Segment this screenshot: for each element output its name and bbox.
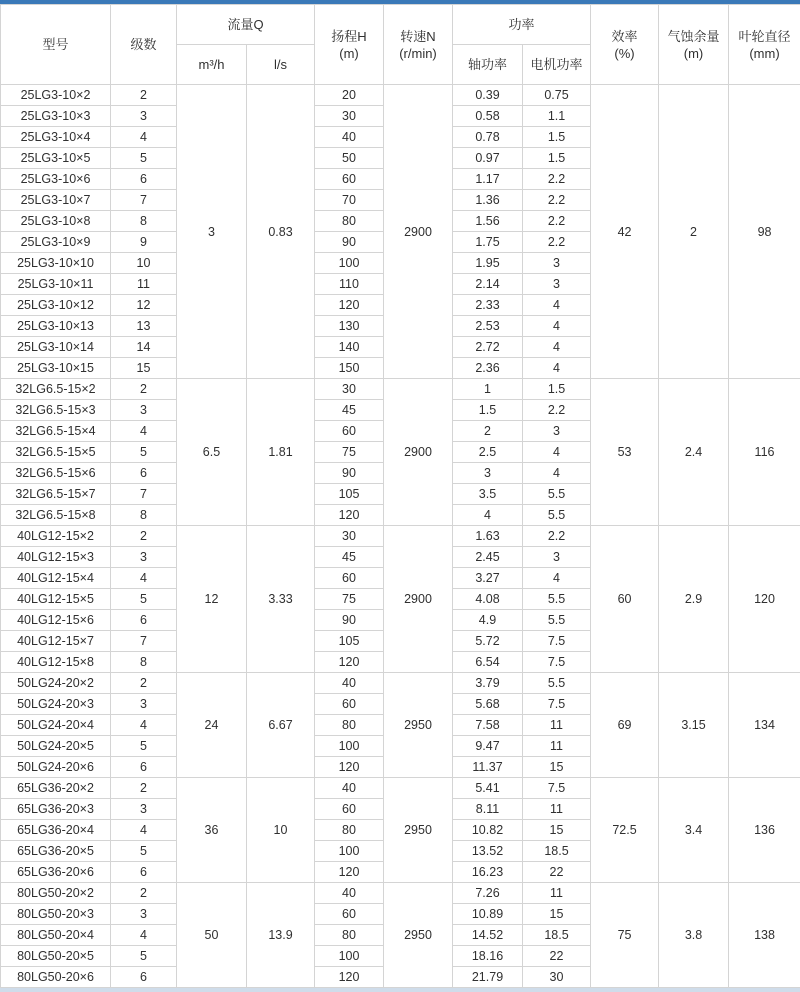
stages-cell: 4 xyxy=(111,568,177,589)
motor-power-cell: 30 xyxy=(523,967,591,988)
motor-power-cell: 1.5 xyxy=(523,379,591,400)
shaft-power-cell: 2.45 xyxy=(453,547,523,568)
stages-cell: 10 xyxy=(111,253,177,274)
model-cell: 40LG12-15×6 xyxy=(1,610,111,631)
stages-cell: 4 xyxy=(111,421,177,442)
header-model: 型号 xyxy=(1,5,111,85)
motor-power-cell: 4 xyxy=(523,442,591,463)
motor-power-cell: 5.5 xyxy=(523,589,591,610)
shaft-power-cell: 1.36 xyxy=(453,190,523,211)
model-cell: 32LG6.5-15×7 xyxy=(1,484,111,505)
header-efficiency-label: 效率 xyxy=(612,29,638,44)
model-cell: 50LG24-20×6 xyxy=(1,757,111,778)
speed-cell: 2900 xyxy=(384,526,453,673)
stages-cell: 6 xyxy=(111,862,177,883)
shaft-power-cell: 2 xyxy=(453,421,523,442)
motor-power-cell: 3 xyxy=(523,274,591,295)
head-cell: 40 xyxy=(315,127,384,148)
model-cell: 25LG3-10×2 xyxy=(1,85,111,106)
motor-power-cell: 0.75 xyxy=(523,85,591,106)
shaft-power-cell: 4.9 xyxy=(453,610,523,631)
motor-power-cell: 1.5 xyxy=(523,127,591,148)
head-cell: 150 xyxy=(315,358,384,379)
header-speed xyxy=(384,5,453,85)
flow-m3h-cell: 3 xyxy=(177,85,247,379)
head-cell: 40 xyxy=(315,778,384,799)
motor-power-cell: 5.5 xyxy=(523,610,591,631)
head-cell: 100 xyxy=(315,736,384,757)
head-cell: 80 xyxy=(315,211,384,232)
model-cell: 25LG3-10×11 xyxy=(1,274,111,295)
head-cell: 60 xyxy=(315,568,384,589)
shaft-power-cell: 2.14 xyxy=(453,274,523,295)
table-row xyxy=(1,883,800,904)
head-cell: 30 xyxy=(315,526,384,547)
motor-power-cell: 3 xyxy=(523,253,591,274)
header-head-unit: (m) xyxy=(339,46,359,61)
npsh-cell: 3.4 xyxy=(659,778,729,883)
efficiency-cell: 60 xyxy=(591,526,659,673)
head-cell: 120 xyxy=(315,295,384,316)
table-header xyxy=(1,5,800,85)
model-cell: 25LG3-10×3 xyxy=(1,106,111,127)
table-row xyxy=(1,85,800,106)
shaft-power-cell: 3.5 xyxy=(453,484,523,505)
shaft-power-cell: 4.08 xyxy=(453,589,523,610)
motor-power-cell: 15 xyxy=(523,820,591,841)
npsh-cell: 2.9 xyxy=(659,526,729,673)
flow-m3h-cell: 24 xyxy=(177,673,247,778)
shaft-power-cell: 0.39 xyxy=(453,85,523,106)
model-cell: 40LG12-15×8 xyxy=(1,652,111,673)
head-cell: 60 xyxy=(315,421,384,442)
model-cell: 65LG36-20×5 xyxy=(1,841,111,862)
model-cell: 80LG50-20×3 xyxy=(1,904,111,925)
pump-spec-table xyxy=(0,4,800,988)
flow-ls-cell: 0.83 xyxy=(247,85,315,379)
stages-cell: 2 xyxy=(111,379,177,400)
flow-m3h-cell: 12 xyxy=(177,526,247,673)
stages-cell: 4 xyxy=(111,715,177,736)
impeller-diameter-cell: 138 xyxy=(729,883,800,988)
model-cell: 25LG3-10×7 xyxy=(1,190,111,211)
shaft-power-cell: 1 xyxy=(453,379,523,400)
stages-cell: 7 xyxy=(111,190,177,211)
motor-power-cell: 18.5 xyxy=(523,925,591,946)
stages-cell: 7 xyxy=(111,631,177,652)
model-cell: 65LG36-20×6 xyxy=(1,862,111,883)
stages-cell: 14 xyxy=(111,337,177,358)
stages-cell: 2 xyxy=(111,778,177,799)
header-impeller-label: 叶轮直径 xyxy=(739,29,791,44)
head-cell: 60 xyxy=(315,694,384,715)
shaft-power-cell: 2.36 xyxy=(453,358,523,379)
stages-cell: 2 xyxy=(111,673,177,694)
header-power: 功率 xyxy=(453,5,591,45)
flow-ls-cell: 1.81 xyxy=(247,379,315,526)
efficiency-cell: 72.5 xyxy=(591,778,659,883)
shaft-power-cell: 7.26 xyxy=(453,883,523,904)
speed-cell: 2950 xyxy=(384,883,453,988)
model-cell: 50LG24-20×2 xyxy=(1,673,111,694)
stages-cell: 5 xyxy=(111,841,177,862)
shaft-power-cell: 0.58 xyxy=(453,106,523,127)
shaft-power-cell: 2.33 xyxy=(453,295,523,316)
motor-power-cell: 3 xyxy=(523,547,591,568)
efficiency-cell: 69 xyxy=(591,673,659,778)
npsh-cell: 3.15 xyxy=(659,673,729,778)
stages-cell: 13 xyxy=(111,316,177,337)
shaft-power-cell: 3.79 xyxy=(453,673,523,694)
stages-cell: 8 xyxy=(111,211,177,232)
header-npsh-unit: (m) xyxy=(684,46,704,61)
table-row xyxy=(1,379,800,400)
motor-power-cell: 7.5 xyxy=(523,652,591,673)
stages-cell: 12 xyxy=(111,295,177,316)
head-cell: 45 xyxy=(315,400,384,421)
model-cell: 25LG3-10×9 xyxy=(1,232,111,253)
shaft-power-cell: 10.89 xyxy=(453,904,523,925)
head-cell: 90 xyxy=(315,232,384,253)
header-shaft-power: 轴功率 xyxy=(453,45,523,85)
model-cell: 40LG12-15×3 xyxy=(1,547,111,568)
head-cell: 80 xyxy=(315,820,384,841)
stages-cell: 3 xyxy=(111,799,177,820)
model-cell: 25LG3-10×8 xyxy=(1,211,111,232)
head-cell: 120 xyxy=(315,505,384,526)
shaft-power-cell: 5.68 xyxy=(453,694,523,715)
header-head xyxy=(315,5,384,85)
head-cell: 45 xyxy=(315,547,384,568)
table-row xyxy=(1,778,800,799)
model-cell: 25LG3-10×5 xyxy=(1,148,111,169)
stages-cell: 7 xyxy=(111,484,177,505)
impeller-diameter-cell: 120 xyxy=(729,526,800,673)
head-cell: 90 xyxy=(315,610,384,631)
shaft-power-cell: 1.5 xyxy=(453,400,523,421)
stages-cell: 9 xyxy=(111,232,177,253)
stages-cell: 6 xyxy=(111,463,177,484)
motor-power-cell: 2.2 xyxy=(523,400,591,421)
stages-cell: 3 xyxy=(111,400,177,421)
motor-power-cell: 22 xyxy=(523,946,591,967)
stages-cell: 2 xyxy=(111,526,177,547)
model-cell: 25LG3-10×4 xyxy=(1,127,111,148)
head-cell: 80 xyxy=(315,925,384,946)
stages-cell: 5 xyxy=(111,148,177,169)
motor-power-cell: 7.5 xyxy=(523,694,591,715)
flow-m3h-cell: 50 xyxy=(177,883,247,988)
model-cell: 32LG6.5-15×8 xyxy=(1,505,111,526)
efficiency-cell: 42 xyxy=(591,85,659,379)
model-cell: 25LG3-10×14 xyxy=(1,337,111,358)
model-cell: 32LG6.5-15×3 xyxy=(1,400,111,421)
shaft-power-cell: 1.56 xyxy=(453,211,523,232)
shaft-power-cell: 7.58 xyxy=(453,715,523,736)
stages-cell: 2 xyxy=(111,85,177,106)
stages-cell: 2 xyxy=(111,883,177,904)
model-cell: 40LG12-15×2 xyxy=(1,526,111,547)
motor-power-cell: 5.5 xyxy=(523,484,591,505)
head-cell: 75 xyxy=(315,589,384,610)
motor-power-cell: 11 xyxy=(523,799,591,820)
shaft-power-cell: 0.78 xyxy=(453,127,523,148)
stages-cell: 4 xyxy=(111,127,177,148)
motor-power-cell: 2.2 xyxy=(523,169,591,190)
model-cell: 80LG50-20×6 xyxy=(1,967,111,988)
model-cell: 25LG3-10×15 xyxy=(1,358,111,379)
head-cell: 105 xyxy=(315,484,384,505)
shaft-power-cell: 0.97 xyxy=(453,148,523,169)
motor-power-cell: 4 xyxy=(523,463,591,484)
model-cell: 32LG6.5-15×6 xyxy=(1,463,111,484)
head-cell: 140 xyxy=(315,337,384,358)
header-speed-unit: (r/min) xyxy=(399,46,437,61)
shaft-power-cell: 3 xyxy=(453,463,523,484)
motor-power-cell: 15 xyxy=(523,904,591,925)
header-flow: 流量Q xyxy=(177,5,315,45)
head-cell: 120 xyxy=(315,652,384,673)
motor-power-cell: 2.2 xyxy=(523,526,591,547)
shaft-power-cell: 9.47 xyxy=(453,736,523,757)
motor-power-cell: 5.5 xyxy=(523,505,591,526)
stages-cell: 3 xyxy=(111,106,177,127)
model-cell: 32LG6.5-15×2 xyxy=(1,379,111,400)
shaft-power-cell: 8.11 xyxy=(453,799,523,820)
stages-cell: 11 xyxy=(111,274,177,295)
head-cell: 70 xyxy=(315,190,384,211)
shaft-power-cell: 21.79 xyxy=(453,967,523,988)
header-head-label: 扬程H xyxy=(331,29,366,44)
shaft-power-cell: 1.75 xyxy=(453,232,523,253)
motor-power-cell: 2.2 xyxy=(523,232,591,253)
shaft-power-cell: 1.17 xyxy=(453,169,523,190)
motor-power-cell: 4 xyxy=(523,568,591,589)
model-cell: 50LG24-20×5 xyxy=(1,736,111,757)
head-cell: 20 xyxy=(315,85,384,106)
motor-power-cell: 4 xyxy=(523,337,591,358)
speed-cell: 2950 xyxy=(384,778,453,883)
head-cell: 120 xyxy=(315,757,384,778)
stages-cell: 3 xyxy=(111,904,177,925)
head-cell: 50 xyxy=(315,148,384,169)
stages-cell: 5 xyxy=(111,946,177,967)
stages-cell: 15 xyxy=(111,358,177,379)
stages-cell: 6 xyxy=(111,610,177,631)
head-cell: 60 xyxy=(315,169,384,190)
shaft-power-cell: 5.72 xyxy=(453,631,523,652)
head-cell: 120 xyxy=(315,862,384,883)
model-cell: 25LG3-10×10 xyxy=(1,253,111,274)
header-flow-ls: l/s xyxy=(247,45,315,85)
stages-cell: 6 xyxy=(111,169,177,190)
head-cell: 90 xyxy=(315,463,384,484)
head-cell: 40 xyxy=(315,883,384,904)
motor-power-cell: 1.1 xyxy=(523,106,591,127)
shaft-power-cell: 1.63 xyxy=(453,526,523,547)
motor-power-cell: 3 xyxy=(523,421,591,442)
motor-power-cell: 18.5 xyxy=(523,841,591,862)
impeller-diameter-cell: 116 xyxy=(729,379,800,526)
model-cell: 80LG50-20×2 xyxy=(1,883,111,904)
model-cell: 25LG3-10×13 xyxy=(1,316,111,337)
head-cell: 60 xyxy=(315,904,384,925)
stages-cell: 6 xyxy=(111,967,177,988)
head-cell: 30 xyxy=(315,379,384,400)
head-cell: 40 xyxy=(315,673,384,694)
motor-power-cell: 22 xyxy=(523,862,591,883)
head-cell: 80 xyxy=(315,715,384,736)
shaft-power-cell: 2.72 xyxy=(453,337,523,358)
shaft-power-cell: 1.95 xyxy=(453,253,523,274)
flow-ls-cell: 6.67 xyxy=(247,673,315,778)
model-cell: 40LG12-15×4 xyxy=(1,568,111,589)
flow-ls-cell: 10 xyxy=(247,778,315,883)
flow-ls-cell: 13.9 xyxy=(247,883,315,988)
head-cell: 75 xyxy=(315,442,384,463)
model-cell: 25LG3-10×12 xyxy=(1,295,111,316)
motor-power-cell: 11 xyxy=(523,883,591,904)
motor-power-cell: 4 xyxy=(523,295,591,316)
table-row xyxy=(1,526,800,547)
shaft-power-cell: 2.53 xyxy=(453,316,523,337)
motor-power-cell: 11 xyxy=(523,715,591,736)
motor-power-cell: 1.5 xyxy=(523,148,591,169)
npsh-cell: 2 xyxy=(659,85,729,379)
bottom-accent-bar xyxy=(0,988,800,992)
model-cell: 50LG24-20×4 xyxy=(1,715,111,736)
head-cell: 105 xyxy=(315,631,384,652)
efficiency-cell: 75 xyxy=(591,883,659,988)
stages-cell: 4 xyxy=(111,820,177,841)
shaft-power-cell: 13.52 xyxy=(453,841,523,862)
head-cell: 100 xyxy=(315,841,384,862)
motor-power-cell: 15 xyxy=(523,757,591,778)
motor-power-cell: 2.2 xyxy=(523,190,591,211)
motor-power-cell: 7.5 xyxy=(523,778,591,799)
head-cell: 100 xyxy=(315,253,384,274)
stages-cell: 5 xyxy=(111,736,177,757)
npsh-cell: 3.8 xyxy=(659,883,729,988)
shaft-power-cell: 2.5 xyxy=(453,442,523,463)
speed-cell: 2900 xyxy=(384,85,453,379)
header-row-1 xyxy=(1,5,800,45)
stages-cell: 8 xyxy=(111,652,177,673)
model-cell: 25LG3-10×6 xyxy=(1,169,111,190)
shaft-power-cell: 16.23 xyxy=(453,862,523,883)
shaft-power-cell: 10.82 xyxy=(453,820,523,841)
flow-m3h-cell: 6.5 xyxy=(177,379,247,526)
header-impeller-unit: (mm) xyxy=(749,46,779,61)
motor-power-cell: 4 xyxy=(523,358,591,379)
header-efficiency-unit: (%) xyxy=(614,46,634,61)
impeller-diameter-cell: 98 xyxy=(729,85,800,379)
head-cell: 120 xyxy=(315,967,384,988)
head-cell: 130 xyxy=(315,316,384,337)
head-cell: 60 xyxy=(315,799,384,820)
header-motor-power: 电机功率 xyxy=(523,45,591,85)
table-row xyxy=(1,673,800,694)
shaft-power-cell: 4 xyxy=(453,505,523,526)
speed-cell: 2900 xyxy=(384,379,453,526)
model-cell: 40LG12-15×7 xyxy=(1,631,111,652)
shaft-power-cell: 6.54 xyxy=(453,652,523,673)
model-cell: 50LG24-20×3 xyxy=(1,694,111,715)
impeller-diameter-cell: 136 xyxy=(729,778,800,883)
stages-cell: 8 xyxy=(111,505,177,526)
motor-power-cell: 11 xyxy=(523,736,591,757)
head-cell: 100 xyxy=(315,946,384,967)
shaft-power-cell: 3.27 xyxy=(453,568,523,589)
model-cell: 80LG50-20×4 xyxy=(1,925,111,946)
motor-power-cell: 2.2 xyxy=(523,211,591,232)
speed-cell: 2950 xyxy=(384,673,453,778)
stages-cell: 3 xyxy=(111,547,177,568)
model-cell: 65LG36-20×2 xyxy=(1,778,111,799)
motor-power-cell: 7.5 xyxy=(523,631,591,652)
flow-m3h-cell: 36 xyxy=(177,778,247,883)
stages-cell: 5 xyxy=(111,589,177,610)
header-speed-label: 转速N xyxy=(400,29,435,44)
stages-cell: 4 xyxy=(111,925,177,946)
impeller-diameter-cell: 134 xyxy=(729,673,800,778)
header-npsh-label: 气蚀余量 xyxy=(668,29,720,44)
header-impeller-diameter xyxy=(729,5,800,85)
model-cell: 32LG6.5-15×5 xyxy=(1,442,111,463)
header-flow-m3h: m³/h xyxy=(177,45,247,85)
header-stages: 级数 xyxy=(111,5,177,85)
shaft-power-cell: 18.16 xyxy=(453,946,523,967)
model-cell: 32LG6.5-15×4 xyxy=(1,421,111,442)
stages-cell: 3 xyxy=(111,694,177,715)
flow-ls-cell: 3.33 xyxy=(247,526,315,673)
model-cell: 80LG50-20×5 xyxy=(1,946,111,967)
npsh-cell: 2.4 xyxy=(659,379,729,526)
header-efficiency xyxy=(591,5,659,85)
head-cell: 30 xyxy=(315,106,384,127)
spec-table-body xyxy=(1,85,800,988)
motor-power-cell: 4 xyxy=(523,316,591,337)
stages-cell: 5 xyxy=(111,442,177,463)
stages-cell: 6 xyxy=(111,757,177,778)
shaft-power-cell: 14.52 xyxy=(453,925,523,946)
model-cell: 65LG36-20×4 xyxy=(1,820,111,841)
shaft-power-cell: 5.41 xyxy=(453,778,523,799)
header-npsh xyxy=(659,5,729,85)
model-cell: 65LG36-20×3 xyxy=(1,799,111,820)
motor-power-cell: 5.5 xyxy=(523,673,591,694)
model-cell: 40LG12-15×5 xyxy=(1,589,111,610)
head-cell: 110 xyxy=(315,274,384,295)
efficiency-cell: 53 xyxy=(591,379,659,526)
shaft-power-cell: 11.37 xyxy=(453,757,523,778)
